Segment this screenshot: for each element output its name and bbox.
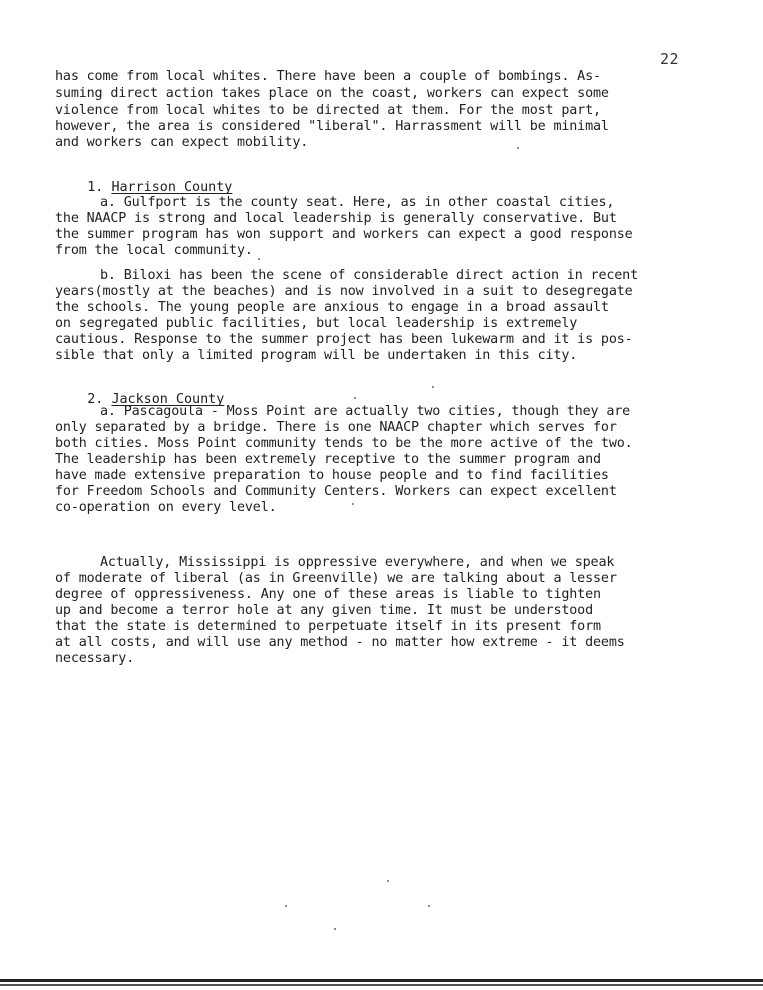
scan-edge-line (0, 979, 763, 982)
text-line: co-operation on every level. (55, 500, 277, 515)
scan-speck (428, 905, 430, 907)
scan-speck (258, 258, 260, 260)
text-line: have made extensive preparation to house people and to find facilities (55, 468, 609, 483)
scan-speck (387, 880, 389, 882)
scan-speck (432, 386, 434, 388)
text-line: years(mostly at the beaches) and is now involved in a suit to desegregate (55, 284, 633, 299)
text-line: however, the area is considered "liberal". Harrassment will be minimal (55, 119, 609, 134)
section-number: 1. (87, 180, 104, 196)
scan-edge-line (0, 984, 763, 986)
section-number: 2. (87, 392, 104, 408)
text-line: on segregated public facilities, but local leadership is extremely (55, 316, 578, 331)
text-line: only separated by a bridge. There is one NAACP chapter which serves for (55, 420, 617, 435)
text-line: has come from local whites. There have been a couple of bombings. As- (55, 69, 601, 84)
text-line: the NAACP is strong and local leadership is generally conservative. But (55, 211, 617, 226)
text-line: necessary. (55, 651, 135, 666)
text-line: of moderate of liberal (as in Greenville) we are talking about a lesser (55, 571, 617, 586)
section-title: Harrison County (111, 180, 233, 196)
text-line: The leadership has been extremely receptive to the summer program and (55, 452, 601, 467)
text-line: violence from local whites to be directed at them. For the most part, (55, 103, 601, 118)
text-line: a. Pascagoula - Moss Point are actually two cities, though they are (100, 404, 631, 419)
text-line: and workers can expect mobility. (55, 135, 309, 150)
text-line: both cities. Moss Point community tends to be the more active of the two. (55, 436, 633, 451)
text-line: the schools. The young people are anxious to engage in a broad assault (55, 300, 609, 315)
text-line: b. Biloxi has been the scene of considerable direct action in recent (100, 268, 639, 283)
scan-speck (352, 503, 354, 505)
text-line: at all costs, and will use any method - no matter how extreme - it deems (55, 635, 625, 650)
text-line: for Freedom Schools and Community Centers. Workers can expect excellent (55, 484, 617, 499)
text-line: from the local community. (55, 243, 253, 258)
text-line: the summer program has won support and workers can expect a good response (55, 227, 633, 242)
text-line: degree of oppressiveness. Any one of these areas is liable to tighten (55, 587, 601, 602)
text-line: that the state is determined to perpetuate itself in its present form (55, 619, 601, 634)
text-line: a. Gulfport is the county seat. Here, as in other coastal cities, (100, 195, 615, 210)
scan-speck (334, 928, 336, 930)
scan-speck (517, 147, 519, 149)
text-line: cautious. Response to the summer project has been lukewarm and it is pos- (55, 332, 633, 347)
text-line: suming direct action takes place on the coast, workers can expect some (55, 86, 609, 101)
text-line: up and become a terror hole at any given time. It must be understood (55, 603, 594, 618)
scan-speck (354, 397, 356, 399)
text-line: Actually, Mississippi is oppressive everywhere, and when we speak (100, 555, 615, 570)
text-line: sible that only a limited program will be undertaken in this city. (55, 348, 578, 363)
section-title: Jackson County (111, 392, 225, 408)
page-number: 22 (660, 50, 680, 68)
scan-speck (285, 905, 287, 907)
